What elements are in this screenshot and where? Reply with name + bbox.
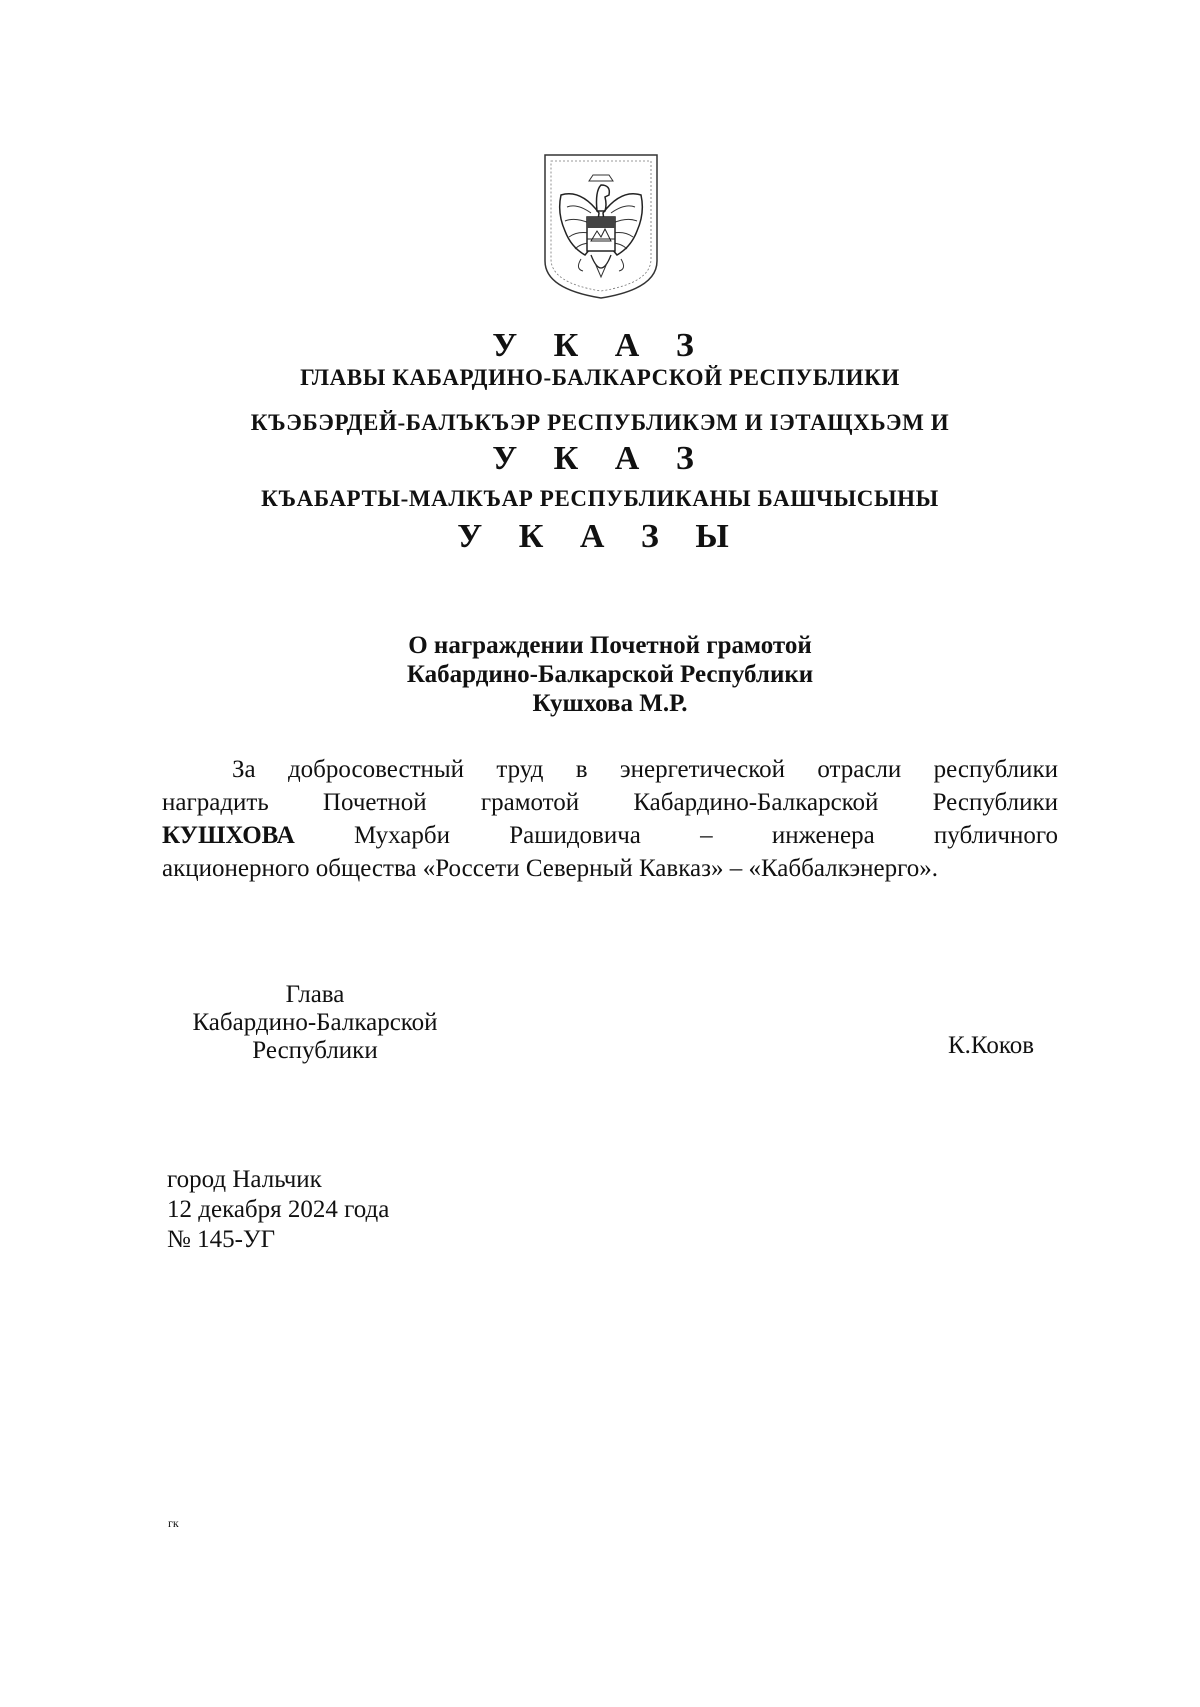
footer-code: гк xyxy=(168,1516,179,1530)
signatory-name: К.Коков xyxy=(948,1032,1035,1059)
decree-place-date xyxy=(167,1165,389,1255)
header-head-of-republic-kab: КЪЭБЭРДЕЙ-БАЛЪКЪЭР РЕСПУБЛИКЭМ И IЭТАЩХЬЭМ И xyxy=(250,410,950,435)
header-ukaz-kab: У К А З xyxy=(492,440,708,477)
header-head-of-republic-ru: ГЛАВЫ КАБАРДИНО-БАЛКАРСКОЙ РЕСПУБЛИКИ xyxy=(300,365,900,390)
decree-number: № 145-УГ xyxy=(167,1226,276,1253)
header-head-of-republic-bal: КЪАБАРТЫ-МАЛКЪАР РЕСПУБЛИКАНЫ БАШЧЫСЫНЫ xyxy=(261,486,939,511)
body-line: акционерного общества «Россети Северный Кавказ» – «Каббалкэнерго». xyxy=(162,855,939,882)
body-line: наградить Почетной грамотой Кабардино-Балкарской Республики xyxy=(162,789,1058,816)
signatory-position: Глава Кабардино-Балкарской Республики xyxy=(192,981,438,1064)
body-line: За добросовестный труд в энергетической отрасли республики xyxy=(232,756,1058,783)
decree-body xyxy=(162,753,1058,885)
decree-date: 12 декабря 2024 года xyxy=(167,1196,390,1223)
coat-of-arms-icon xyxy=(541,151,661,301)
decree-title-line: О награждении Почетной грамотой xyxy=(408,632,812,659)
body-line: КУШХОВА Мухарби Рашидовича – инженера публичного xyxy=(162,819,1058,852)
header-ukaz-ru: У К А З xyxy=(492,327,708,364)
decree-city: город Нальчик xyxy=(167,1166,322,1193)
decree-title-line: Кушхова М.Р. xyxy=(532,690,688,717)
awardee-surname: КУШХОВА xyxy=(162,822,295,849)
decree-title-line: Кабардино-Балкарской Республики xyxy=(406,661,814,688)
header-ukaz-bal: У К А З Ы xyxy=(457,518,743,555)
decree-title xyxy=(300,631,920,718)
